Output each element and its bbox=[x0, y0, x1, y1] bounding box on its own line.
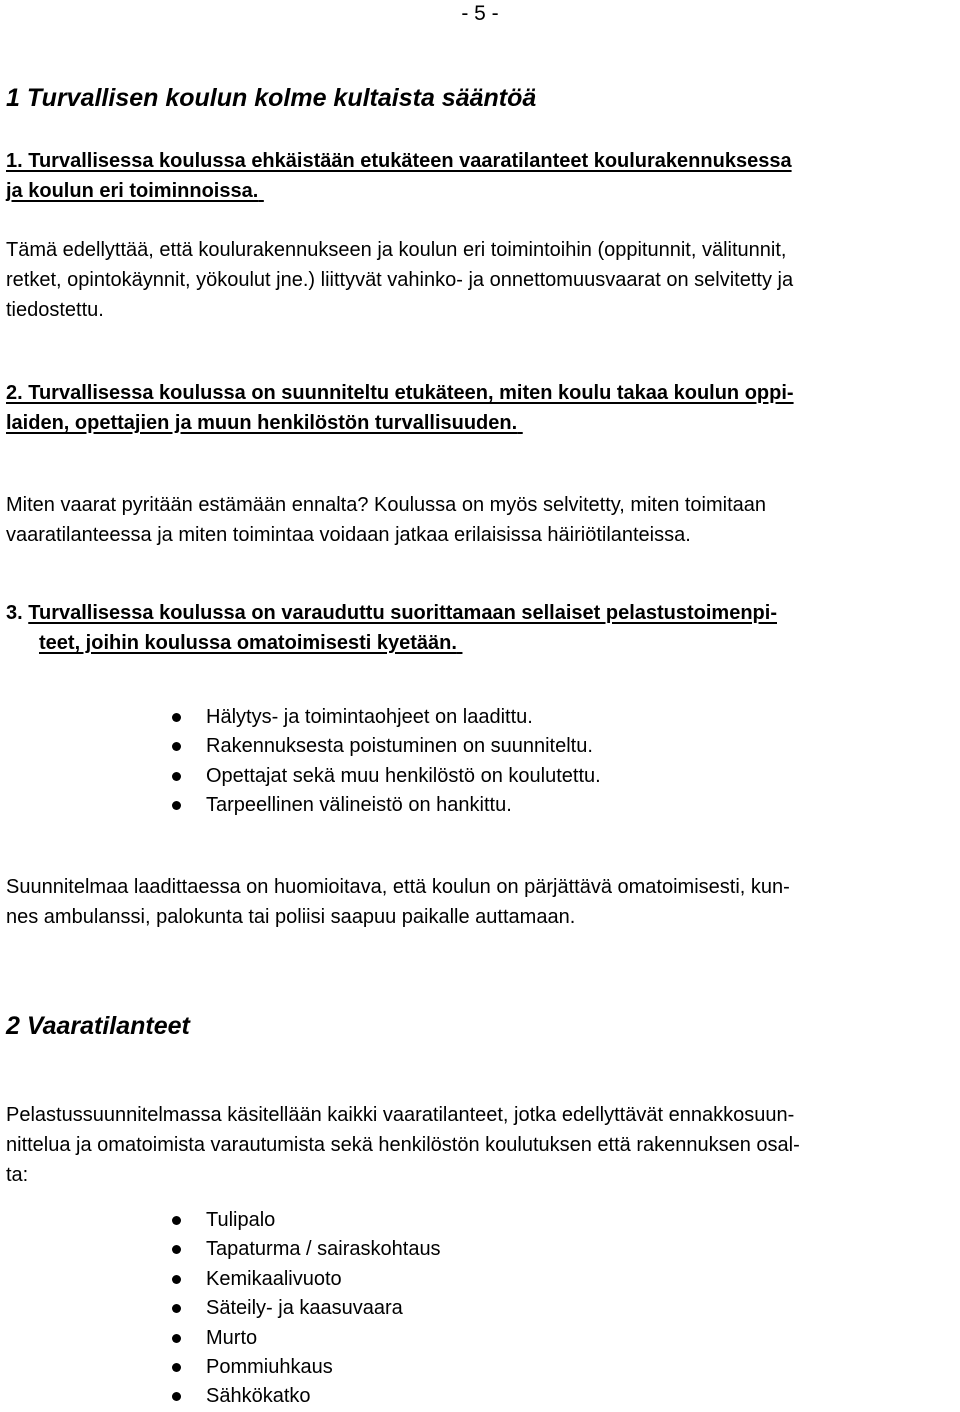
rule-1-paragraph bbox=[6, 235, 956, 325]
list-item: Tulipalo bbox=[160, 1206, 860, 1235]
rule-3-title bbox=[6, 598, 956, 658]
closing-paragraph bbox=[6, 872, 956, 932]
list-item: Tapaturma / sairaskohtaus bbox=[160, 1235, 860, 1264]
list-item: Rakennuksesta poistuminen on suunniteltu. bbox=[160, 732, 860, 761]
list-item: Murto bbox=[160, 1324, 860, 1353]
rule-3-bullet-list bbox=[160, 703, 860, 821]
paragraph-line: Pelastussuunnitelmassa käsitellään kaikki vaaratilanteet, jotka edellyttävät ennakkosuun- bbox=[6, 1104, 795, 1126]
rule-3-title-line: teet, joihin koulussa omatoimisesti kyetään. bbox=[39, 632, 457, 654]
rule-1-title bbox=[6, 146, 956, 206]
paragraph-line: Suunnitelmaa laadittaessa on huomioitava, että koulun on pärjättävä omatoimisesti, kun- bbox=[6, 876, 790, 898]
bullet-icon bbox=[172, 713, 181, 722]
list-item: Hälytys- ja toimintaohjeet on laadittu. bbox=[160, 703, 860, 732]
bullet-icon bbox=[172, 1304, 181, 1313]
bullet-icon bbox=[172, 1334, 181, 1343]
paragraph-line: ta: bbox=[6, 1164, 29, 1186]
rule-2-title bbox=[6, 378, 956, 438]
list-item: Pommiuhkaus bbox=[160, 1353, 860, 1382]
paragraph-line: retket, opintokäynnit, yökoulut jne.) liittyvät vahinko- ja onnettomuusvaarat on selvitetty ja bbox=[6, 269, 794, 291]
bullet-icon bbox=[172, 1216, 181, 1225]
bullet-icon bbox=[172, 1363, 181, 1372]
page-number: - 5 - bbox=[461, 2, 499, 25]
rule-2-paragraph bbox=[6, 490, 956, 550]
rule-1-title-line: 1. Turvallisessa koulussa ehkäistään etukäteen vaaratilanteet koulurakennuksessa bbox=[6, 150, 792, 172]
bullet-icon bbox=[172, 801, 181, 810]
section-1-heading: 1 Turvallisen koulun kolme kultaista sääntöä bbox=[6, 84, 537, 112]
list-item: Opettajat sekä muu henkilöstö on koulutettu. bbox=[160, 762, 860, 791]
list-item: Kemikaalivuoto bbox=[160, 1265, 860, 1294]
paragraph-line: nittelua ja omatoimista varautumista sekä henkilöstön koulutuksen että rakennuksen osal- bbox=[6, 1134, 800, 1156]
rule-2-title-line: laiden, opettajien ja muun henkilöstön turvallisuuden. bbox=[6, 412, 518, 434]
section-2-intro bbox=[6, 1100, 956, 1190]
paragraph-line: Tämä edellyttää, että koulurakennukseen ja koulun eri toimintoihin (oppitunnit, välitunnit, bbox=[6, 239, 787, 261]
bullet-icon bbox=[172, 1245, 181, 1254]
paragraph-line: Miten vaarat pyritään estämään ennalta? Koulussa on myös selvitetty, miten toimitaan bbox=[6, 494, 767, 516]
paragraph-line: vaaratilanteessa ja miten toimintaa voidaan jatkaa erilaisissa häiriötilanteissa. bbox=[6, 524, 691, 546]
hazard-bullet-list bbox=[160, 1206, 860, 1412]
list-item: Säteily- ja kaasuvaara bbox=[160, 1294, 860, 1323]
bullet-icon bbox=[172, 1392, 181, 1401]
bullet-icon bbox=[172, 742, 181, 751]
paragraph-line: tiedostettu. bbox=[6, 299, 104, 321]
rule-3-number: 3. bbox=[6, 602, 23, 624]
rule-3-title-line: Turvallisessa koulussa on varauduttu suorittamaan sellaiset pelastustoimenpi- bbox=[28, 602, 777, 624]
paragraph-line: nes ambulanssi, palokunta tai poliisi saapuu paikalle auttamaan. bbox=[6, 906, 576, 928]
rule-1-title-line: ja koulun eri toiminnoissa. bbox=[6, 180, 259, 202]
list-item: Sähkökatko bbox=[160, 1382, 860, 1411]
rule-2-title-line: 2. Turvallisessa koulussa on suunniteltu etukäteen, miten koulu takaa koulun oppi- bbox=[6, 382, 794, 404]
bullet-icon bbox=[172, 772, 181, 781]
section-2-heading: 2 Vaaratilanteet bbox=[6, 1012, 190, 1040]
list-item: Tarpeellinen välineistö on hankittu. bbox=[160, 791, 860, 820]
bullet-icon bbox=[172, 1275, 181, 1284]
